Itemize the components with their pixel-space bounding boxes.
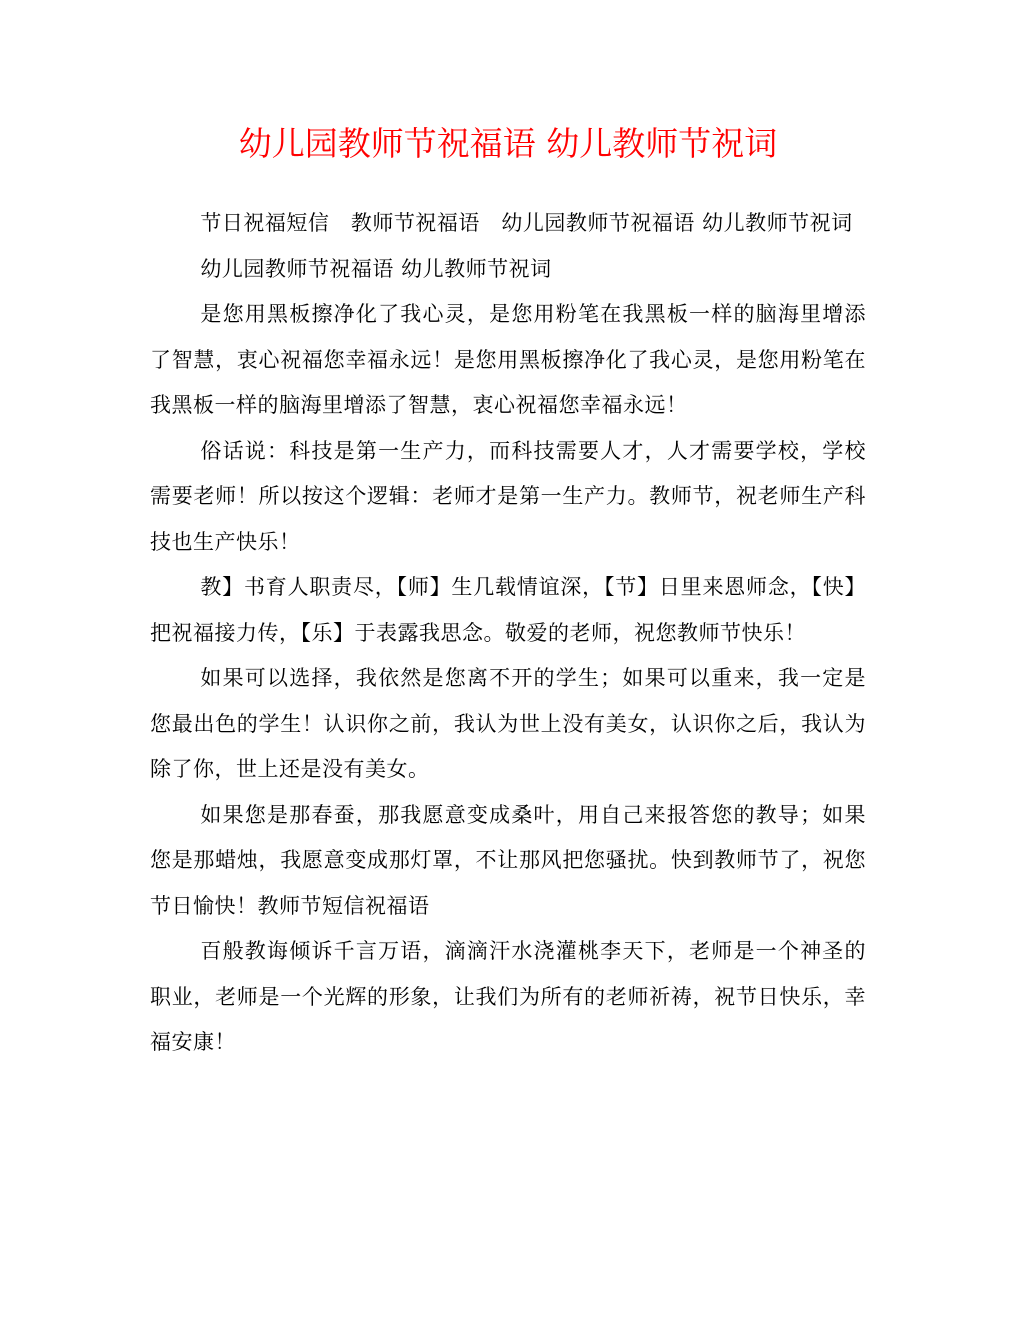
document-body	[150, 201, 866, 1066]
paragraph-tags: 节日祝福短信 教师节祝福语 幼儿园教师节祝福语 幼儿教师节祝词	[200, 211, 853, 235]
paragraph-blessing-2: 俗话说：科技是第一生产力，而科技需要人才，人才需要学校，学校需要老师！所以按这个逻辑：老师才是第一生产力。教师节，祝老师生产科技也生产快乐！	[150, 438, 866, 554]
paragraph-blessing-5: 如果您是那春蚕，那我愿意变成桑叶，用自己来报答您的教导；如果您是那蜡烛，我愿意变成那灯罩，不让那风把您骚扰。快到教师节了，祝您节日愉快！教师节短信祝福语	[150, 802, 866, 918]
paragraph-blessing-4: 如果可以选择，我依然是您离不开的学生；如果可以重来，我一定是您最出色的学生！认识你之前，我认为世上没有美女，认识你之后，我认为除了你，世上还是没有美女。	[150, 666, 866, 781]
paragraph-blessing-3: 教】书育人职责尽，【师】生几载情谊深，【节】日里来恩师念，【快】把祝福接力传，【乐】于表露我思念。敬爱的老师，祝您教师节快乐！	[150, 575, 866, 645]
paragraph-blessing-6: 百般教诲倾诉千言万语，滴滴汗水浇灌桃李天下，老师是一个神圣的职业，老师是一个光辉的形象，让我们为所有的老师祈祷，祝节日快乐，幸福安康！	[150, 939, 866, 1054]
paragraph-blessing-1: 是您用黑板擦净化了我心灵，是您用粉笔在我黑板一样的脑海里增添了智慧，衷心祝福您幸福永远！是您用黑板擦净化了我心灵，是您用粉笔在我黑板一样的脑海里增添了智慧，衷心祝福您幸福永远！	[150, 302, 866, 417]
document-title: 幼儿园教师节祝福语 幼儿教师节祝词	[238, 124, 778, 163]
paragraph-subtitle: 幼儿园教师节祝福语 幼儿教师节祝词	[200, 256, 552, 281]
